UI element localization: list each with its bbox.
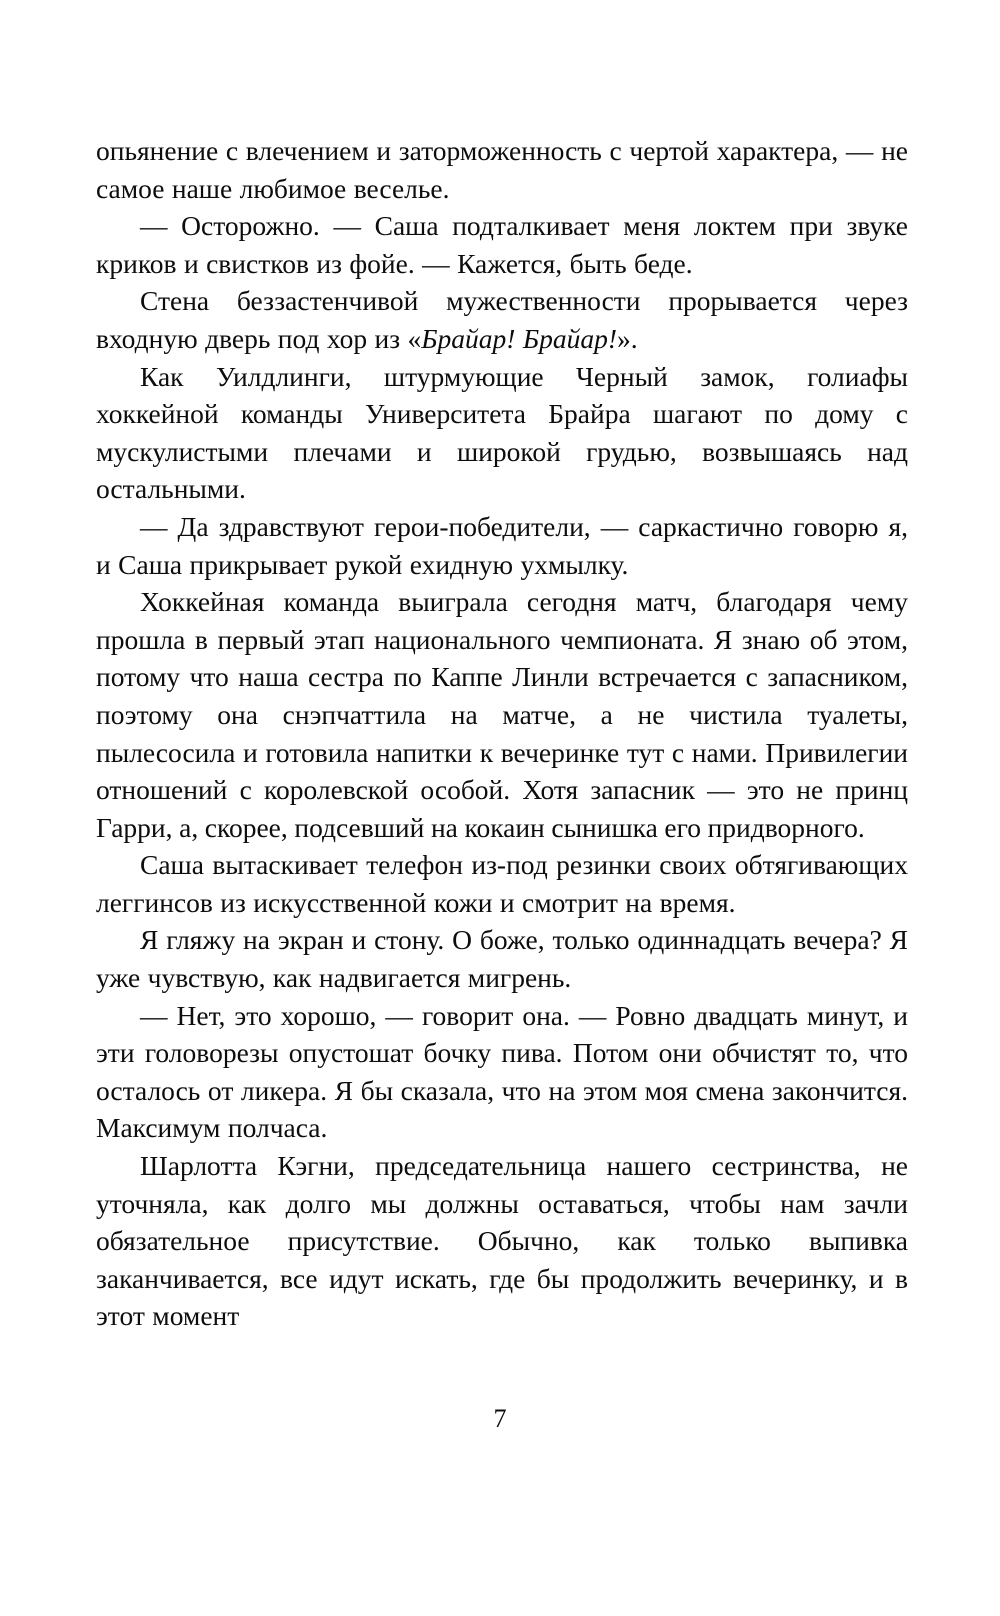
paragraph-3 bbox=[96, 282, 908, 357]
paragraph-9: — Нет, это хорошо, — говорит она. — Ровно двадцать минут, и эти головорезы опустошат бочку пива. Потом они обчистят то, что осталось от ликера. Я бы сказала, что на этом моя смена закончится. Максимум полчаса. bbox=[96, 999, 908, 1144]
paragraph-4: Как Уилдлинги, штурмующие Черный замок, голиафы хоккейной команды Университета Брайра шагают по дому с мускулистыми плечами и широкой грудью, возвышаясь над остальными. bbox=[96, 360, 908, 505]
body-text bbox=[96, 132, 908, 1335]
page-number: 7 bbox=[493, 1404, 507, 1433]
italic-title: Брайар! Брайар! bbox=[421, 322, 617, 354]
paragraph-5: — Да здравствуют герои-победители, — саркастично говорю я, и Саша прикрывает рукой ехидную ухмылку. bbox=[96, 510, 908, 580]
paragraph-2: — Осторожно. — Саша подталкивает меня локтем при звуке криков и свистков из фойе. — Кажется, быть беде. bbox=[96, 210, 908, 279]
paragraph-10: Шарлотта Кэгни, председательница нашего сестринства, не уточняла, как долго мы должны оставаться, чтобы нам зачли обязательное присутствие. Обычно, как только выпивка заканчивается, все идут искать, где бы продолжить вечеринку, и в этот момент bbox=[96, 1150, 908, 1332]
paragraph-8: Я гляжу на экран и стону. О боже, только одиннадцать вечера? Я уже чувствую, как надвигается мигрень. bbox=[96, 924, 908, 994]
paragraph-6: Хоккейная команда выиграла сегодня матч, благодаря чему прошла в первый этап национального чемпионата. Я знаю об этом, потому что наша сестра по Каппе Линли встречается с запасником, поэтому она снэпчаттила на матче, а не чистила туалеты, пылесосила и готовила напитки к вечеринке тут с нами. Привилегии отношений с королевской особой. Хотя запасник — это не принц Гарри, а, скорее, подсевший на кокаин сынишка его придворного. bbox=[96, 586, 908, 843]
paragraph-7: Саша вытаскивает телефон из-под резинки своих обтягивающих леггинсов из искусственной кожи и смотрит на время. bbox=[96, 849, 908, 918]
paragraph-3-text: Стена беззастенчивой мужественности прорывается через входную дверь под хор из «Брайар! Брайар!». bbox=[96, 285, 908, 354]
paragraph-1: опьянение с влечением и заторможенность с чертой характера, — не самое наше любимое веселье. bbox=[96, 135, 908, 204]
